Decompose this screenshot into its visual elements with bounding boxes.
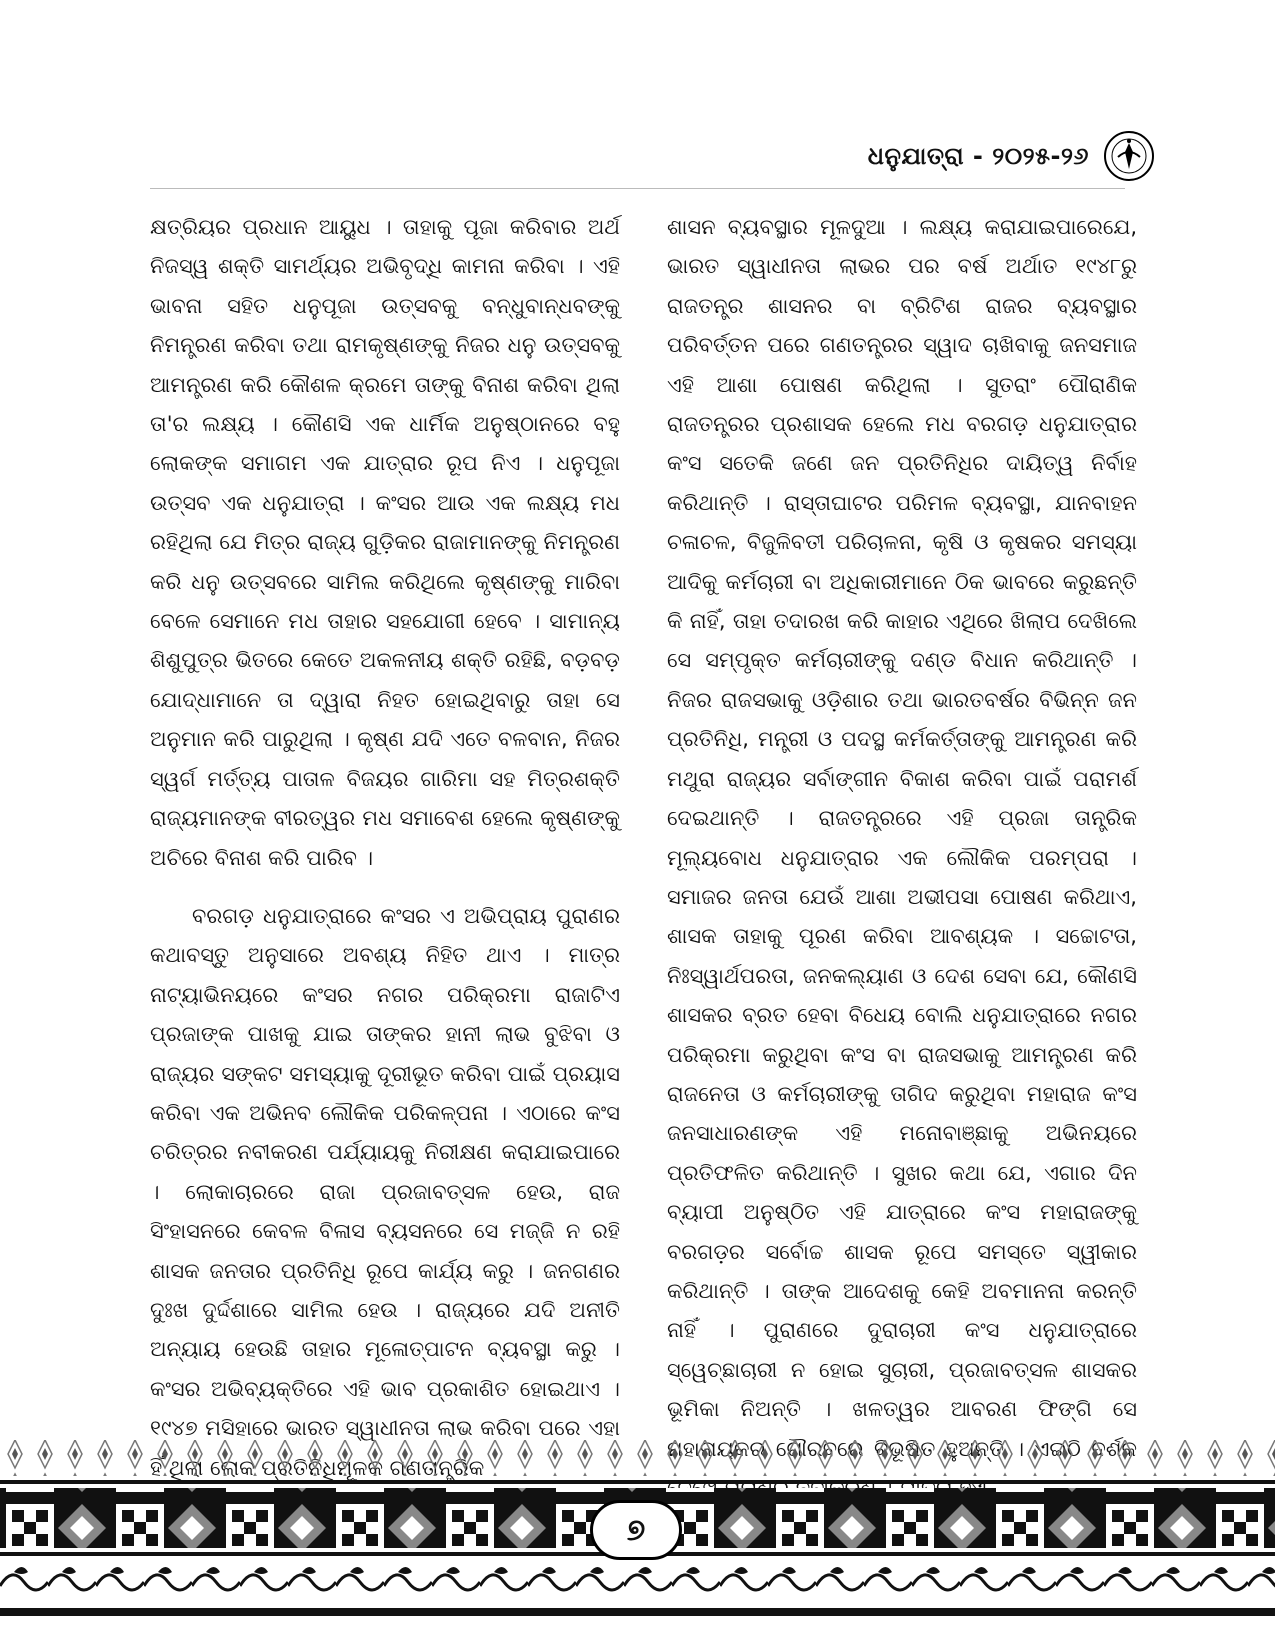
page-number	[590, 1500, 682, 1560]
page-number-text: ୭	[626, 1512, 646, 1548]
right-column	[667, 208, 1137, 1428]
left-column	[150, 208, 620, 1441]
festival-seal-icon	[1103, 130, 1155, 182]
header-title: ଧନୁଯାତ୍ରା - ୨୦୨୫-୨୬	[867, 142, 1089, 170]
paragraph: ବରଗଡ଼ ଧନୁଯାତ୍ରାରେ କଂସର ଏ ଅଭିପ୍ରାୟ ପୁରାଣର କଥାବସ୍ତୁ ଅନୁସାରେ ଅବଶ୍ୟ ନିହିତ ଥାଏ । ମାତ୍ର ନାଟ୍ୟାଭିନୟରେ କଂସର ନଗର ପରିକ୍ରମା ରାଜାଟିଏ ପ୍ରଜାଙ୍କ ପାଖକୁ ଯାଇ ତାଙ୍କର ହାନୀ ଲାଭ ବୁଝିବା ଓ ରାଜ୍ୟର ସଙ୍କଟ ସମସ୍ୟାକୁ ଦୂରୀଭୂତ କରିବା ପାଇଁ ପ୍ରୟାସ କରିବା ଏକ ଅଭିନବ ଲୌକିକ ପରିକଳ୍ପନା । ଏଠାରେ କଂସ ଚରିତ୍ରର ନବୀକରଣ ପର୍ଯ୍ୟାୟକୁ ନିରୀକ୍ଷଣ କରାଯାଇପାରେ । ଲୋକାଚାରରେ ରାଜା ପ୍ରଜାବତ୍ସଳ ହେଉ, ରାଜ ସିଂହାସନରେ କେବଳ ବିଳାସ ବ୍ୟସନରେ ସେ ମଜ୍ଜି ନ ରହି ଶାସକ ଜନତାର ପ୍ରତିନିଧି ରୂପେ କାର୍ଯ୍ୟ କରୁ । ଜନଗଣର ଦୁଃଖ ଦୁର୍ଦ୍ଦଶାରେ ସାମିଲ ହେଉ । ରାଜ୍ୟରେ ଯଦି ଅନୀତି ଅନ୍ୟାୟ ହେଉଛି ତାହାର ମୂଳୋତ୍ପାଟନ ବ୍ୟବସ୍ଥା କରୁ । କଂସର ଅଭିବ୍ୟକ୍ତିରେ ଏହି ଭାବ ପ୍ରକାଶିତ ହୋଇଥାଏ । ୧୯୪୭ ମସିହାରେ ଭାରତ ସ୍ୱାଧୀନତା ଲାଭ କରିବା ପରେ ଏହା	[150, 903, 620, 1441]
page-header	[868, 130, 1155, 182]
header-divider	[150, 188, 1125, 189]
article-body	[150, 208, 1137, 1441]
paragraph: ଶାସନ ବ୍ୟବସ୍ଥାର ମୂଳଦୁଆ । ଲକ୍ଷ୍ୟ କରାଯାଇପାରେଯେ, ଭାରତ ସ୍ୱାଧୀନତା ଲାଭର ପର ବର୍ଷ ଅର୍ଥାତ ୧୯୪୮ରୁ ରାଜତନ୍ତ୍ର ଶାସନର ବା ବ୍ରିଟିଶ ରାଜର ବ୍ୟବସ୍ଥାର ପରିବର୍ତ୍ତନ ପରେ ଗଣତନ୍ତ୍ରର ସ୍ୱାଦ ଚାଖିବାକୁ ଜନସମାଜ ଏହି ଆଶା ପୋଷଣ କରିଥିଲା । ସୁତରାଂ ପୌରାଣିକ ରାଜତନ୍ତ୍ରର ପ୍ରଶାସକ ହେଲେ ମଧ ବରଗଡ଼ ଧନୁଯାତ୍ରାର କଂସ ସତେକି ଜଣେ ଜନ ପ୍ରତିନିଧିର ଦାୟିତ୍ୱ ନିର୍ବାହ କରିଥାନ୍ତି । ରାସ୍ତାଘାଟର ପରିମଳ ବ୍ୟବସ୍ଥା, ଯାନବାହନ ଚଳାଚଳ, ବିଜୁଳିବତୀ ପରିଚାଳନା, କୃଷି ଓ କୃଷକର ସମସ୍ୟା ଆଦିକୁ କର୍ମଚାରୀ ବା ଅଧିକାରୀମାନେ ଠିକ ଭାବରେ କରୁଛନ୍ତି କି ନାହିଁ, ତାହା ତଦାରଖ କରି କାହାର ଏଥିରେ ଖିଲାପ ଦେଖିଲେ ସେ ସମ୍ପୃକ୍ତ କର୍ମଚାରୀଙ୍କୁ ଦଣ୍ଡ ବିଧାନ କରିଥାନ୍ତି । ନିଜର ରାଜସଭାକୁ ଓଡ଼ିଶାର ତଥା ଭାରତବର୍ଷର ବିଭିନ୍ନ ଜନ ପ୍ରତିନିଧି, ମନ୍ତ୍ରୀ ଓ ପଦସ୍ଥ କର୍ମକର୍ତ୍ତାଙ୍କୁ ଆମନ୍ତ୍ରଣ କରି ମଥୁରା ରାଜ୍ୟର ସର୍ବାଙ୍ଗୀନ ବିକାଶ କରିବା ପାଇଁ ପରାମର୍ଶ ଦେଇଥାନ୍ତି । ରାଜତନ୍ତ୍ରରେ ଏହି ପ୍ରଜା ତାନ୍ତ୍ରିକ ମୂଲ୍ୟବୋଧ ଧନୁଯାତ୍ରାର ଏକ ଲୌକିକ ପରମ୍ପରା । ସମାଜର ଜନତା ଯେଉଁ ଆଶା ଅଭୀପସା ପୋଷଣ କରିଥାଏ, ଶାସକ ତାହାକୁ ପୂରଣ କରିବା ଆବଶ୍ୟକ । ସଚ୍ଚୋଟତା, ନିଃସ୍ୱାର୍ଥପରତା, ଜନକଲ୍ୟାଣ ଓ ଦେଶ ସେବା ଯେ, କୌଣସି ଶାସକର ବ୍ରତ ହେବା ବିଧେୟ ବୋଲି ଧନୁଯାତ୍ରାରେ ନଗର ପରିକ୍ରମା କରୁଥିବା କଂସ ବା ରାଜସଭାକୁ ଆମନ୍ତ୍ରଣ କରି ରାଜନେତା ଓ କର୍ମଚାରୀଙ୍କୁ ତାଗିଦ କରୁଥିବା ମହାରାଜ କଂସ ଜନସାଧାରଣଙ୍କ ଏହି ମନୋବାଞ୍ଛାକୁ ଅଭିନୟରେ ପ୍ରତିଫଳିତ କରିଥାନ୍ତି । ସୁଖର କଥା ଯେ, ଏଗାର ଦିନ ବ୍ୟାପୀ ଅନୁଷ୍ଠିତ ଏହି ଯାତ୍ରାରେ କଂସ ମହାରାଜଙ୍କୁ ବରଗଡ଼ର ସର୍ବୋଚ୍ଚ ଶାସକ ରୂପେ ସମସ୍ତେ ସ୍ୱୀକାର କରିଥାନ୍ତି । ତାଙ୍କ ଆଦେଶକୁ କେହି ଅବମାନନା କରନ୍ତି ନାହିଁ । ପୁରାଣରେ ଦୁରାଚାରୀ କଂସ ଧନୁଯାତ୍ରାରେ ସ୍ୱେଚ୍ଛାଚାରୀ ନ ହୋଇ ସୁଚାରୀ, ପ୍ରଜାବତ୍ସଳ ଶାସକର ଭୂମିକା ନିଅନ୍ତି । ଖଳତ୍ୱର ଆବରଣ ଫିଙ୍ଗି ସେ	[667, 215, 1137, 1422]
paragraph: କ୍ଷତ୍ରିୟର ପ୍ରଧାନ ଆୟୁଧ । ତାହାକୁ ପୂଜା କରିବାର ଅର୍ଥ ନିଜସ୍ୱ ଶକ୍ତି ସାମର୍ଥ୍ୟର ଅଭିବୃଦ୍ଧି କାମନା କରିବା । ଏହି ଭାବନା ସହିତ ଧନୁପୂଜା ଉତ୍ସବକୁ ବନ୍ଧୁବାନ୍ଧବଙ୍କୁ ନିମନ୍ତ୍ରଣ କରିବା ତଥା ରାମକୃଷ୍ଣଙ୍କୁ ନିଜର ଧନୁ ଉତ୍ସବକୁ ଆମନ୍ତ୍ରଣ କରି କୌଶଳ କ୍ରମେ ତାଙ୍କୁ ବିନାଶ କରିବା ଥିଲା ତା'ର ଲକ୍ଷ୍ୟ । କୌଣସି ଏକ ଧାର୍ମିକ ଅନୁଷ୍ଠାନରେ ବହୁ ଲୋକଙ୍କ ସମାଗମ ଏକ ଯାତ୍ରାର ରୂପ ନିଏ । ଧନୁପୂଜା ଉତ୍ସବ ଏକ ଧନୁଯାତ୍ରା । କଂସର ଆଉ ଏକ ଲକ୍ଷ୍ୟ ମଧ ରହିଥିଲା ଯେ ମିତ୍ର ରାଜ୍ୟ ଗୁଡ଼ିକର ରାଜାମାନଙ୍କୁ ନିମନ୍ତ୍ରଣ କରି ଧନୁ ଉତ୍ସବରେ ସାମିଲ କରିଥିଲେ କୃଷ୍ଣଙ୍କୁ ମାରିବା ବେଳେ ସେମାନେ ମଧ ତାହାର ସହଯୋଗୀ ହେବେ । ସାମାନ୍ୟ ଶିଶୁପୁତ୍ର ଭିତରେ କେତେ ଅକଳନୀୟ ଶକ୍ତି ରହିଛି, ବଡ଼ବଡ଼ ଯୋଦ୍ଧାମାନେ ତା ଦ୍ୱାରା ନିହତ ହୋଇଥିବାରୁ ତାହା ସେ ଅନୁମାନ କରି ପାରୁଥିଲା । କୃଷ୍ଣ ଯଦି ଏତେ ବଳବାନ, ନିଜର ସ୍ୱର୍ଗ ମର୍ତ୍ତ୍ୟ ପାତାଳ ବିଜୟର ଗାରିମା ସହ ମିତ୍ରଶକ୍ତି ରାଜ୍ୟମାନଙ୍କ ବୀରତ୍ୱର ମଧ ସମାବେଶ ହେଲେ କୃଷ୍ଣଙ୍କୁ ଅଚିରେ ବିନାଶ କରି ପାରିବ ।	[150, 215, 620, 870]
